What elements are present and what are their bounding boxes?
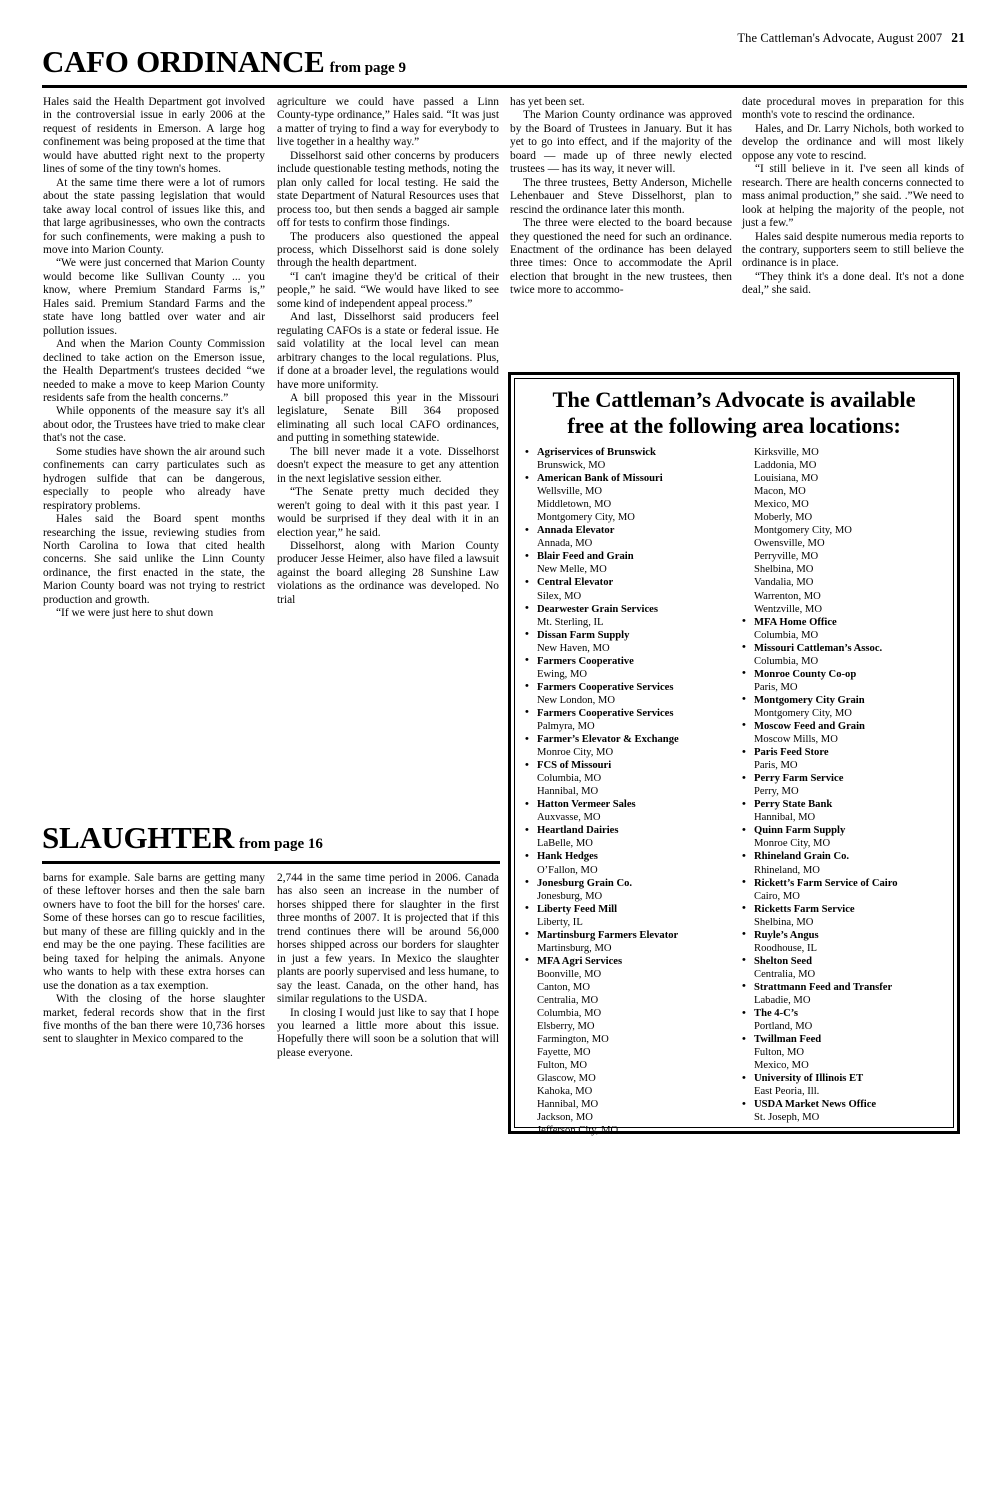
location-entry bbox=[740, 929, 947, 955]
location-city: Boonville, MO bbox=[537, 968, 602, 980]
location-name: • MFA Home Office bbox=[742, 615, 837, 628]
location-city: Moberly, MO bbox=[754, 512, 813, 524]
location-entry bbox=[523, 798, 730, 824]
location-name: • University of Illinois ET bbox=[742, 1071, 864, 1085]
bullet-icon: • bbox=[525, 954, 529, 967]
location-city: Ewing, MO bbox=[537, 668, 588, 680]
locations-ad-title-line2: free at the following area locations: bbox=[567, 413, 901, 438]
location-entry bbox=[523, 550, 730, 576]
location-city: Middletown, MO bbox=[537, 499, 612, 511]
locations-ad-inner bbox=[514, 378, 954, 1137]
paragraph: The three were elected to the board because they questioned the need for such an ordinance. Enactment of the ordinance has been delayed three times: Once to accommodate the April election that brought in the new trustees, then twice more to accommo- bbox=[510, 217, 732, 297]
location-city: Kahoka, MO bbox=[537, 1086, 593, 1098]
location-name: • Missouri Cattleman’s Assoc. bbox=[742, 641, 883, 654]
location-entry bbox=[523, 576, 730, 602]
location-city: Fulton, MO bbox=[537, 1060, 588, 1072]
location-name: • Hatton Vermeer Sales bbox=[525, 797, 636, 811]
location-entry bbox=[523, 446, 730, 472]
bullet-icon: • bbox=[525, 680, 529, 693]
paragraph: The three trustees, Betty Anderson, Michelle Lehenbauer and Steve Disselhorst, plan to rescind the ordinance later this month. bbox=[510, 176, 732, 216]
location-city: Brunswick, MO bbox=[537, 460, 606, 472]
location-city: Auxvasse, MO bbox=[537, 812, 601, 824]
bullet-icon: • bbox=[742, 876, 746, 889]
bullet-icon: • bbox=[742, 745, 746, 758]
cafo-section-header bbox=[42, 46, 502, 79]
location-city: Jackson, MO bbox=[537, 1112, 593, 1124]
location-entry bbox=[523, 929, 730, 955]
location-city: Hannibal, MO bbox=[754, 812, 816, 824]
slaughter-column-1 bbox=[43, 872, 265, 1047]
slaughter-header-rule bbox=[42, 861, 500, 864]
location-city: Wentzville, MO bbox=[754, 603, 822, 615]
bullet-icon: • bbox=[742, 849, 746, 862]
location-city: Columbia, MO bbox=[537, 773, 602, 785]
location-entry bbox=[740, 772, 947, 798]
bullet-icon: • bbox=[525, 758, 529, 771]
location-entry bbox=[523, 850, 730, 876]
paragraph: The producers also questioned the appeal process, which Disselhorst said is done solely through the health department. bbox=[277, 230, 499, 270]
bullet-icon: • bbox=[742, 1032, 746, 1045]
location-city: Elsberry, MO bbox=[537, 1021, 595, 1033]
location-city: Silex, MO bbox=[537, 590, 582, 602]
location-name: • Agriservices of Brunswick bbox=[525, 445, 656, 458]
location-name: • Dearwester Grain Services bbox=[525, 602, 659, 615]
location-name: • Farmers Cooperative bbox=[525, 654, 634, 667]
location-entry bbox=[740, 1098, 947, 1124]
bullet-icon: • bbox=[525, 602, 529, 615]
paragraph: Disselhorst said other concerns by producers include questionable testing methods, noting the plan only called for local testing. He said the state Department of Natural Resources uses that process too, but then sends a bagged air sample off for tests to confirm those findings. bbox=[277, 149, 499, 230]
location-entry bbox=[740, 446, 947, 616]
location-entry bbox=[523, 877, 730, 903]
location-entry bbox=[740, 616, 947, 642]
location-city: Hannibal, MO bbox=[537, 1099, 599, 1111]
bullet-icon: • bbox=[525, 628, 529, 641]
location-name: • Paris Feed Store bbox=[742, 745, 829, 759]
location-city: Hannibal, MO bbox=[537, 786, 599, 798]
location-entry bbox=[740, 746, 947, 772]
location-city: East Peoria, Ill. bbox=[754, 1086, 820, 1098]
location-name: • Ricketts Farm Service bbox=[742, 902, 855, 915]
paragraph: Hales said the Board spent months researching the issue, reviewing studies from North Carolina to Iowa that cited health concerns. She said unlike the Linn County ordinance, the first enacted in the state, the Marion County board was not trying to restrict production and growth. bbox=[43, 513, 265, 606]
location-city: Perryville, MO bbox=[754, 551, 819, 563]
location-city: Fayette, MO bbox=[537, 1047, 591, 1059]
bullet-icon: • bbox=[742, 1006, 746, 1019]
location-city: Paris, MO bbox=[754, 760, 798, 772]
location-entry bbox=[740, 694, 947, 720]
location-city: Rhineland, MO bbox=[754, 864, 820, 876]
location-name: • Rhineland Grain Co. bbox=[742, 849, 850, 863]
location-city: Macon, MO bbox=[754, 486, 806, 498]
location-entry bbox=[523, 707, 730, 733]
location-name: • Hank Hedges bbox=[525, 849, 598, 863]
paragraph: Hales, and Dr. Larry Nichols, both worked to develop the ordinance and will most likely oppose any vote to rescind. bbox=[742, 122, 964, 162]
bullet-icon: • bbox=[742, 823, 746, 836]
location-city: Martinsburg, MO bbox=[537, 942, 612, 954]
location-city: Owensville, MO bbox=[754, 538, 825, 550]
location-city: Wellsville, MO bbox=[537, 486, 603, 498]
location-city: Mt. Sterling, IL bbox=[537, 616, 604, 628]
location-city: Montgomery City, MO bbox=[537, 512, 635, 524]
paragraph: Hales said the Health Department got involved in the controversial issue in early 2006 at the request of residents in Emerson. A large hog confinement was being proposed at the time that would have abutted right next to the property lines of some of the tiny town's homes. bbox=[43, 96, 265, 176]
paragraph: 2,744 in the same time period in 2006. Canada has also seen an increase in the number of horses shipped there for slaughter in the first three months of 2007. It is projected that if this trend continues there will be around 56,000 horses shipped across our borders for slaughter in just a few years. In Mexico the slaughter plants are poorly supervised and less humane, to say the least. Canada, on the other hand, has similar regulations to the USDA. bbox=[277, 872, 499, 1006]
location-name: • Liberty Feed Mill bbox=[525, 902, 618, 915]
location-city: Warrenton, MO bbox=[754, 590, 821, 602]
paragraph: barns for example. Sale barns are getting many of these leftover horses and then the sale barn owners have to foot the bill for the horses' care. Some of these horses can go to rescue facilities, but many of these are filling quickly and in the end may be the one paying. These facilities are being taxed for helping the animals. Anyone who wants to help with these extra horses can use the donation as a tax exemption. bbox=[43, 872, 265, 992]
location-city: Mexico, MO bbox=[754, 499, 809, 511]
location-entry bbox=[740, 955, 947, 981]
cafo-column-3 bbox=[510, 96, 732, 298]
location-name: • Jonesburg Grain Co. bbox=[525, 876, 633, 889]
location-city: Farmington, MO bbox=[537, 1034, 609, 1046]
location-city: Centralia, MO bbox=[754, 968, 816, 980]
location-name: • Shelton Seed bbox=[742, 954, 812, 967]
location-city: LaBelle, MO bbox=[537, 838, 593, 850]
bullet-icon: • bbox=[742, 719, 746, 732]
location-name: • Twillman Feed bbox=[742, 1032, 822, 1046]
location-name: • Martinsburg Farmers Elevator bbox=[525, 928, 679, 941]
location-city: Palmyra, MO bbox=[537, 720, 595, 732]
location-name: • Dissan Farm Supply bbox=[525, 628, 630, 641]
paragraph: And when the Marion County Commission declined to take action on the Emerson issue, the Health Department's trustees decided “we needed to make a move to keep Marion County residents safe from the health concerns.” bbox=[43, 338, 265, 404]
location-entry bbox=[740, 1072, 947, 1098]
location-entry bbox=[523, 824, 730, 850]
location-name: • Quinn Farm Supply bbox=[742, 823, 846, 837]
location-name: • Rickett’s Farm Service of Cairo bbox=[742, 876, 898, 889]
location-city: Canton, MO bbox=[537, 981, 590, 993]
location-entry bbox=[523, 955, 730, 1138]
location-entry bbox=[740, 981, 947, 1007]
bullet-icon: • bbox=[525, 471, 529, 484]
location-city: Paris, MO bbox=[754, 681, 798, 693]
bullet-icon: • bbox=[742, 641, 746, 654]
location-entry bbox=[740, 720, 947, 746]
bullet-icon: • bbox=[525, 549, 529, 562]
bullet-icon: • bbox=[742, 902, 746, 915]
location-name: • Heartland Dairies bbox=[525, 823, 619, 837]
bullet-icon: • bbox=[525, 706, 529, 719]
bullet-icon: • bbox=[525, 849, 529, 862]
location-city: Shelbina, MO bbox=[754, 564, 814, 576]
location-name: • Farmers Cooperative Services bbox=[525, 680, 674, 693]
location-entry bbox=[740, 1007, 947, 1033]
locations-left-column bbox=[521, 446, 730, 1137]
paragraph: And last, Disselhorst said producers feel regulating CAFOs is a state or federal issue. He said volatility at the local level can mean arbitrary changes to the local regulations. Plus, if done at a broader level, the regulations would have more uniformity. bbox=[277, 311, 499, 391]
paragraph: With the closing of the horse slaughter market, federal records show that in the first five months of the ban there were 10,736 horses sent to slaughter in Mexico compared to the bbox=[43, 993, 265, 1046]
location-entry bbox=[740, 903, 947, 929]
location-city: New London, MO bbox=[537, 694, 615, 706]
location-city: Shelbina, MO bbox=[754, 916, 814, 928]
bullet-icon: • bbox=[525, 445, 529, 458]
location-entry bbox=[740, 877, 947, 903]
locations-ad-title-line1: The Cattleman’s Advocate is available bbox=[552, 387, 916, 412]
cafo-continued-from: from page 9 bbox=[329, 60, 406, 76]
location-city: Kirksville, MO bbox=[754, 447, 819, 458]
location-city: Moscow Mills, MO bbox=[754, 734, 838, 746]
page-number: 21 bbox=[951, 30, 965, 45]
bullet-icon: • bbox=[525, 523, 529, 536]
location-name: • Monroe County Co-op bbox=[742, 667, 857, 680]
location-entry bbox=[523, 603, 730, 629]
location-entry bbox=[740, 824, 947, 850]
location-name: • Annada Elevator bbox=[525, 523, 615, 537]
location-city: Monroe City, MO bbox=[537, 747, 614, 759]
locations-advertisement-box bbox=[508, 372, 960, 1137]
paragraph: “I can't imagine they'd be critical of their people,” he said. “We would have liked to see some kind of independent appeal process.” bbox=[277, 270, 499, 310]
paragraph: The Marion County ordinance was approved by the Board of Trustees in January. But it has yet to go into effect, and if the majority of the board — made up of three newly elected trustees — has its way, it never will. bbox=[510, 109, 732, 176]
paragraph: “If we were just here to shut down bbox=[56, 607, 214, 620]
location-name: • Perry Farm Service bbox=[742, 771, 844, 785]
paragraph: has yet been set. bbox=[510, 96, 585, 108]
paragraph: date procedural moves in preparation for this month's vote to rescind the ordinance. bbox=[742, 96, 964, 122]
location-entry bbox=[740, 1033, 947, 1072]
location-name: • The 4-C’s bbox=[742, 1006, 799, 1020]
location-name: • Montgomery City Grain bbox=[742, 693, 865, 706]
location-city: Montgomery City, MO bbox=[754, 525, 852, 537]
location-city: Annada, MO bbox=[537, 538, 593, 550]
bullet-icon: • bbox=[742, 693, 746, 706]
locations-ad-title bbox=[523, 387, 945, 439]
location-name: • American Bank of Missouri bbox=[525, 471, 663, 485]
bullet-icon: • bbox=[525, 823, 529, 836]
location-city: Fulton, MO bbox=[754, 1047, 805, 1059]
location-name: • Perry State Bank bbox=[742, 797, 833, 811]
paragraph: “We were just concerned that Marion County would become like Sullivan County ... you know, where Premium Standard Farms is,” Hales said. Premium Standard Farms and the state have long battled over water and air pollution issues. bbox=[43, 257, 265, 337]
bullet-icon: • bbox=[742, 1071, 746, 1084]
bullet-icon: • bbox=[742, 797, 746, 810]
location-city: Columbia, MO bbox=[754, 655, 819, 667]
location-city: Laddonia, MO bbox=[754, 460, 817, 472]
paragraph: While opponents of the measure say it's all about odor, the Trustees have tried to make clear that's not the case. bbox=[43, 405, 265, 445]
location-city: Centralia, MO bbox=[537, 994, 599, 1006]
location-city: Cairo, MO bbox=[754, 890, 800, 902]
location-city: Perry, MO bbox=[754, 786, 799, 798]
slaughter-column-2 bbox=[277, 872, 499, 1060]
location-entry bbox=[523, 655, 730, 681]
locations-columns bbox=[521, 446, 947, 1137]
location-entry bbox=[523, 472, 730, 524]
location-entry bbox=[523, 759, 730, 798]
location-entry bbox=[740, 850, 947, 876]
paragraph: Hales said despite numerous media reports to the contrary, supporters seem to still believe the ordinance is in place. bbox=[742, 230, 964, 270]
location-city: Mexico, MO bbox=[754, 1060, 809, 1072]
location-city: Columbia, MO bbox=[754, 629, 819, 641]
location-city: Glascow, MO bbox=[537, 1073, 596, 1085]
bullet-icon: • bbox=[742, 1097, 746, 1110]
bullet-icon: • bbox=[742, 771, 746, 784]
location-name: • Central Elevator bbox=[525, 575, 614, 589]
location-city: O’Fallon, MO bbox=[537, 864, 598, 876]
bullet-icon: • bbox=[525, 654, 529, 667]
location-entry bbox=[523, 629, 730, 655]
location-entry bbox=[523, 524, 730, 550]
bullet-icon: • bbox=[525, 876, 529, 889]
publication-name: The Cattleman's Advocate, August 2007 bbox=[737, 31, 943, 45]
location-city: Vandalia, MO bbox=[754, 577, 814, 589]
location-name: • Moscow Feed and Grain bbox=[742, 719, 865, 732]
paragraph: agriculture we could have passed a Linn County-type ordinance,” Hales said. “It was just a matter of trying to find a way for everybody to live together in a healthy way.” bbox=[277, 96, 499, 149]
location-entry bbox=[523, 681, 730, 707]
location-entry bbox=[740, 798, 947, 824]
location-city: Portland, MO bbox=[754, 1021, 813, 1033]
location-name: • Ruyle’s Angus bbox=[742, 928, 819, 941]
location-entry bbox=[523, 903, 730, 929]
paragraph: Some studies have shown the air around such confinements can carry particulates such as hydrogen sulfide that can be dangerous, especially to people who already have respiratory problems. bbox=[43, 445, 265, 512]
location-name: • FCS of Missouri bbox=[525, 758, 612, 772]
bullet-icon: • bbox=[742, 928, 746, 941]
location-city: Liberty, IL bbox=[537, 916, 583, 928]
locations-right-column bbox=[730, 446, 947, 1137]
location-city: Jonesburg, MO bbox=[537, 890, 603, 902]
location-city: St. Joseph, MO bbox=[754, 1112, 820, 1124]
bullet-icon: • bbox=[742, 615, 746, 628]
bullet-icon: • bbox=[525, 575, 529, 588]
paragraph: The bill never made it a vote. Disselhorst doesn't expect the measure to get any attention in the next legislative session either. bbox=[277, 445, 499, 485]
location-city: Monroe City, MO bbox=[754, 838, 831, 850]
location-entry bbox=[523, 733, 730, 759]
bullet-icon: • bbox=[742, 980, 746, 993]
cafo-headline: CAFO ORDINANCE bbox=[42, 44, 325, 79]
location-city: Labadie, MO bbox=[754, 994, 811, 1006]
bullet-icon: • bbox=[525, 797, 529, 810]
cafo-header-rule bbox=[42, 85, 967, 88]
cafo-column-1 bbox=[43, 96, 265, 621]
bullet-icon: • bbox=[525, 902, 529, 915]
location-name: • USDA Market News Office bbox=[742, 1097, 877, 1111]
cafo-column-2 bbox=[277, 96, 499, 607]
bullet-icon: • bbox=[525, 732, 529, 745]
location-city: Roodhouse, IL bbox=[754, 942, 817, 954]
paragraph: In closing I would just like to say that I hope you learned a little more about this issue. Hopefully there will soon be a solution that will please everyone. bbox=[277, 1006, 499, 1059]
location-name: • Blair Feed and Grain bbox=[525, 549, 634, 563]
location-city: New Melle, MO bbox=[537, 564, 607, 576]
paragraph: “The Senate pretty much decided they weren't going to deal with it this past year. I would be surprised if they deal with it in an election year,” he said. bbox=[277, 486, 499, 539]
location-city: Columbia, MO bbox=[537, 1008, 602, 1020]
slaughter-section-header bbox=[42, 822, 502, 855]
location-entry bbox=[740, 668, 947, 694]
slaughter-headline: SLAUGHTER bbox=[42, 820, 234, 855]
paragraph: “I still believe in it. I've seen all kinds of research. There are health concerns connected to mass animal production,” she said. .”We need to look at helping the majority of the people, not just a few.” bbox=[742, 163, 964, 230]
location-city: Jefferson City, MO bbox=[537, 1125, 619, 1137]
location-name: • Farmers Cooperative Services bbox=[525, 706, 674, 719]
paragraph: Disselhorst, along with Marion County producer Jesse Heimer, also have filed a lawsuit against the board alleging 28 Sunshine Law violations as the ordinance was developed. No trial bbox=[277, 539, 499, 606]
cafo-column-4 bbox=[742, 96, 964, 298]
location-name: • Farmer’s Elevator & Exchange bbox=[525, 732, 679, 746]
slaughter-continued-from: from page 16 bbox=[238, 836, 323, 852]
location-name: • MFA Agri Services bbox=[525, 954, 623, 967]
location-city: New Haven, MO bbox=[537, 642, 610, 654]
location-name: • Strattmann Feed and Transfer bbox=[742, 980, 893, 993]
bullet-icon: • bbox=[742, 667, 746, 680]
paragraph: A bill proposed this year in the Missouri legislature, Senate Bill 364 proposed eliminating all such local CAFO ordinances, and putting in something statewide. bbox=[277, 391, 499, 445]
bullet-icon: • bbox=[742, 954, 746, 967]
location-entry bbox=[740, 642, 947, 668]
location-city: Montgomery City, MO bbox=[754, 707, 852, 719]
paragraph: “They think it's a done deal. It's not a done deal,” she said. bbox=[742, 270, 964, 297]
location-city: Louisiana, MO bbox=[754, 473, 819, 485]
paragraph: At the same time there were a lot of rumors about the state passing legislation that would take away local control of issues like this, and that large agribusinesses, who own the contracts for such confinements, were making a push to move into Marion County. bbox=[43, 176, 265, 256]
bullet-icon: • bbox=[525, 928, 529, 941]
